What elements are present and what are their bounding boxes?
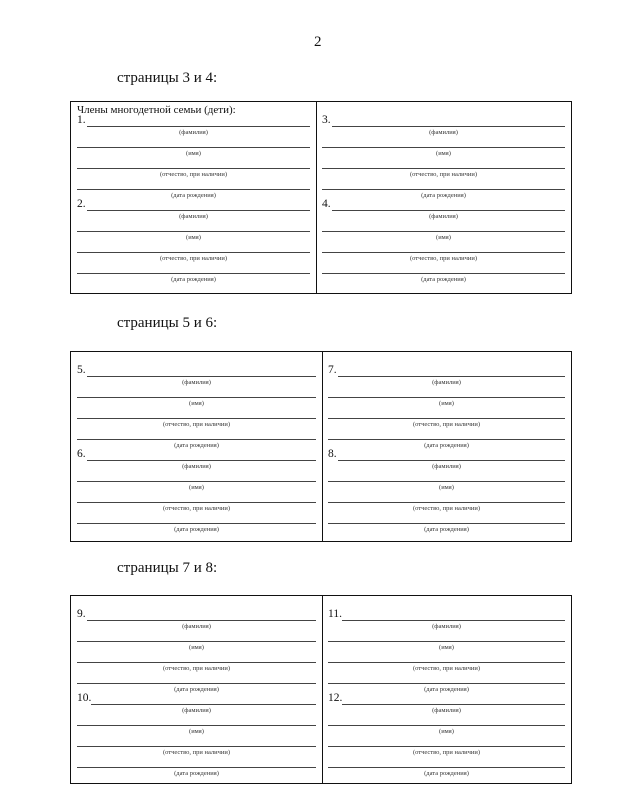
child-field-row: [328, 767, 565, 788]
child-field-row: [77, 767, 316, 788]
input-line[interactable]: [328, 746, 565, 747]
field-caption: (дата рождения): [174, 770, 219, 777]
field-caption: (фамилия): [429, 129, 458, 136]
input-line[interactable]: [77, 481, 316, 482]
child-field-row: [322, 252, 565, 273]
input-line[interactable]: [77, 252, 310, 253]
child-field-row: [77, 683, 316, 704]
field-caption: (фамилия): [179, 129, 208, 136]
entry-number: 5.: [77, 364, 86, 376]
field-caption: (фамилия): [432, 623, 461, 630]
input-line[interactable]: [328, 418, 565, 419]
input-line[interactable]: [77, 523, 316, 524]
child-field-row: [328, 692, 565, 725]
entry-number: 1.: [77, 114, 86, 126]
child-field-row: [77, 608, 316, 641]
input-line[interactable]: [77, 273, 310, 274]
field-caption: (фамилия): [432, 463, 461, 470]
field-caption: (отчество, при наличии): [412, 505, 481, 512]
input-line[interactable]: [328, 683, 565, 684]
field-caption: (фамилия): [429, 213, 458, 220]
field-caption: (фамилия): [182, 623, 211, 630]
entry-number: 3.: [322, 114, 331, 126]
child-field-row: [77, 231, 310, 252]
child-field-row: [77, 189, 310, 210]
entry-number: 11.: [328, 608, 342, 620]
child-field-row: [328, 746, 565, 767]
child-field-row: [328, 364, 565, 397]
form-table: [70, 101, 572, 294]
input-line[interactable]: [77, 231, 310, 232]
field-caption: (дата рождения): [171, 192, 216, 199]
child-field-row: [328, 448, 565, 481]
field-caption: (дата рождения): [424, 526, 469, 533]
field-caption: (имя): [186, 150, 201, 157]
child-field-row: [328, 439, 565, 460]
child-field-row: [77, 168, 310, 189]
input-line[interactable]: [328, 397, 565, 398]
child-field-row: [77, 448, 316, 481]
field-caption: (отчество, при наличии): [412, 421, 481, 428]
field-caption: (отчество, при наличии): [162, 665, 231, 672]
form-cell: [322, 352, 571, 541]
form-table: [70, 595, 572, 784]
child-field-row: [77, 439, 316, 460]
input-line[interactable]: [77, 641, 316, 642]
child-field-row: [322, 147, 565, 168]
child-field-row: [77, 746, 316, 767]
child-field-row: [328, 641, 565, 662]
child-field-row: [328, 662, 565, 683]
input-line[interactable]: [342, 620, 565, 621]
field-caption: (дата рождения): [174, 442, 219, 449]
input-line[interactable]: [77, 767, 316, 768]
field-caption: (имя): [189, 400, 204, 407]
input-line[interactable]: [77, 662, 316, 663]
field-caption: (дата рождения): [174, 526, 219, 533]
child-field-row: [322, 273, 565, 294]
input-line[interactable]: [77, 725, 316, 726]
input-line[interactable]: [322, 147, 565, 148]
form-table: [70, 351, 572, 542]
entry-number: 2.: [77, 198, 86, 210]
input-line[interactable]: [77, 746, 316, 747]
input-line[interactable]: [322, 252, 565, 253]
input-line[interactable]: [328, 439, 565, 440]
form-cell: [71, 352, 322, 541]
input-line[interactable]: [328, 523, 565, 524]
child-field-row: [77, 725, 316, 746]
input-line[interactable]: [328, 481, 565, 482]
field-caption: (отчество, при наличии): [159, 255, 228, 262]
child-field-row: [77, 641, 316, 662]
child-field-row: [77, 252, 310, 273]
child-field-row: [322, 231, 565, 252]
input-line[interactable]: [87, 210, 310, 211]
child-field-row: [77, 114, 310, 147]
child-field-row: [328, 683, 565, 704]
field-caption: (фамилия): [182, 707, 211, 714]
child-field-row: [322, 168, 565, 189]
input-line[interactable]: [338, 460, 565, 461]
field-caption: (отчество, при наличии): [159, 171, 228, 178]
child-field-row: [77, 502, 316, 523]
field-caption: (отчество, при наличии): [162, 505, 231, 512]
field-caption: (имя): [189, 484, 204, 491]
field-caption: (дата рождения): [424, 442, 469, 449]
page-number: 2: [314, 34, 322, 50]
input-line[interactable]: [87, 126, 310, 127]
field-caption: (имя): [439, 728, 454, 735]
field-caption: (фамилия): [179, 213, 208, 220]
input-line[interactable]: [332, 210, 565, 211]
field-caption: (имя): [436, 234, 451, 241]
input-line[interactable]: [338, 376, 565, 377]
field-caption: (имя): [189, 644, 204, 651]
input-line[interactable]: [328, 641, 565, 642]
input-line[interactable]: [322, 231, 565, 232]
field-caption: (дата рождения): [421, 276, 466, 283]
child-field-row: [322, 198, 565, 231]
child-field-row: [328, 523, 565, 544]
input-line[interactable]: [77, 189, 310, 190]
child-field-row: [77, 418, 316, 439]
field-caption: (отчество, при наличии): [162, 749, 231, 756]
input-line[interactable]: [77, 147, 310, 148]
child-field-row: [328, 481, 565, 502]
input-line[interactable]: [322, 168, 565, 169]
entry-number: 12.: [328, 692, 343, 704]
field-caption: (фамилия): [182, 379, 211, 386]
entry-number: 4.: [322, 198, 331, 210]
input-line[interactable]: [77, 439, 316, 440]
input-line[interactable]: [322, 273, 565, 274]
child-field-row: [322, 114, 565, 147]
field-caption: (имя): [439, 400, 454, 407]
input-line[interactable]: [342, 704, 565, 705]
field-caption: (отчество, при наличии): [412, 665, 481, 672]
section-heading: страницы 7 и 8:: [117, 560, 218, 576]
field-caption: (дата рождения): [424, 686, 469, 693]
input-line[interactable]: [91, 704, 316, 705]
form-cell: [322, 596, 571, 783]
entry-number: 6.: [77, 448, 86, 460]
child-field-row: [77, 273, 310, 294]
child-field-row: [77, 397, 316, 418]
field-caption: (имя): [439, 484, 454, 491]
input-line[interactable]: [77, 397, 316, 398]
entry-number: 8.: [328, 448, 337, 460]
field-caption: (отчество, при наличии): [162, 421, 231, 428]
field-caption: (фамилия): [432, 707, 461, 714]
entry-number: 7.: [328, 364, 337, 376]
field-caption: (имя): [436, 150, 451, 157]
field-caption: (дата рождения): [421, 192, 466, 199]
child-field-row: [77, 662, 316, 683]
form-title: Члены многодетной семьи (дети):: [77, 104, 236, 116]
field-caption: (фамилия): [182, 463, 211, 470]
child-field-row: [77, 198, 310, 231]
field-caption: (дата рождения): [171, 276, 216, 283]
child-field-row: [77, 692, 316, 725]
field-caption: (фамилия): [432, 379, 461, 386]
child-field-row: [77, 147, 310, 168]
field-caption: (имя): [186, 234, 201, 241]
input-line[interactable]: [77, 502, 316, 503]
child-field-row: [77, 523, 316, 544]
section-heading: страницы 5 и 6:: [117, 315, 218, 331]
child-field-row: [77, 364, 316, 397]
child-field-row: [328, 418, 565, 439]
input-line[interactable]: [328, 725, 565, 726]
form-cell: [71, 102, 316, 293]
field-caption: (отчество, при наличии): [409, 255, 478, 262]
input-line[interactable]: [328, 502, 565, 503]
field-caption: (дата рождения): [174, 686, 219, 693]
field-caption: (отчество, при наличии): [409, 171, 478, 178]
input-line[interactable]: [77, 418, 316, 419]
child-field-row: [322, 189, 565, 210]
input-line[interactable]: [87, 620, 316, 621]
input-line[interactable]: [332, 126, 565, 127]
section-heading: страницы 3 и 4:: [117, 70, 218, 86]
child-field-row: [77, 481, 316, 502]
child-field-row: [328, 502, 565, 523]
child-field-row: [328, 608, 565, 641]
child-field-row: [328, 397, 565, 418]
child-field-row: [328, 725, 565, 746]
form-cell: [316, 102, 571, 293]
field-caption: (отчество, при наличии): [412, 749, 481, 756]
field-caption: (дата рождения): [424, 770, 469, 777]
input-line[interactable]: [87, 460, 316, 461]
input-line[interactable]: [322, 189, 565, 190]
input-line[interactable]: [77, 168, 310, 169]
input-line[interactable]: [77, 683, 316, 684]
input-line[interactable]: [328, 767, 565, 768]
entry-number: 10.: [77, 692, 92, 704]
field-caption: (имя): [439, 644, 454, 651]
entry-number: 9.: [77, 608, 86, 620]
input-line[interactable]: [328, 662, 565, 663]
field-caption: (имя): [189, 728, 204, 735]
form-cell: [71, 596, 322, 783]
input-line[interactable]: [87, 376, 316, 377]
